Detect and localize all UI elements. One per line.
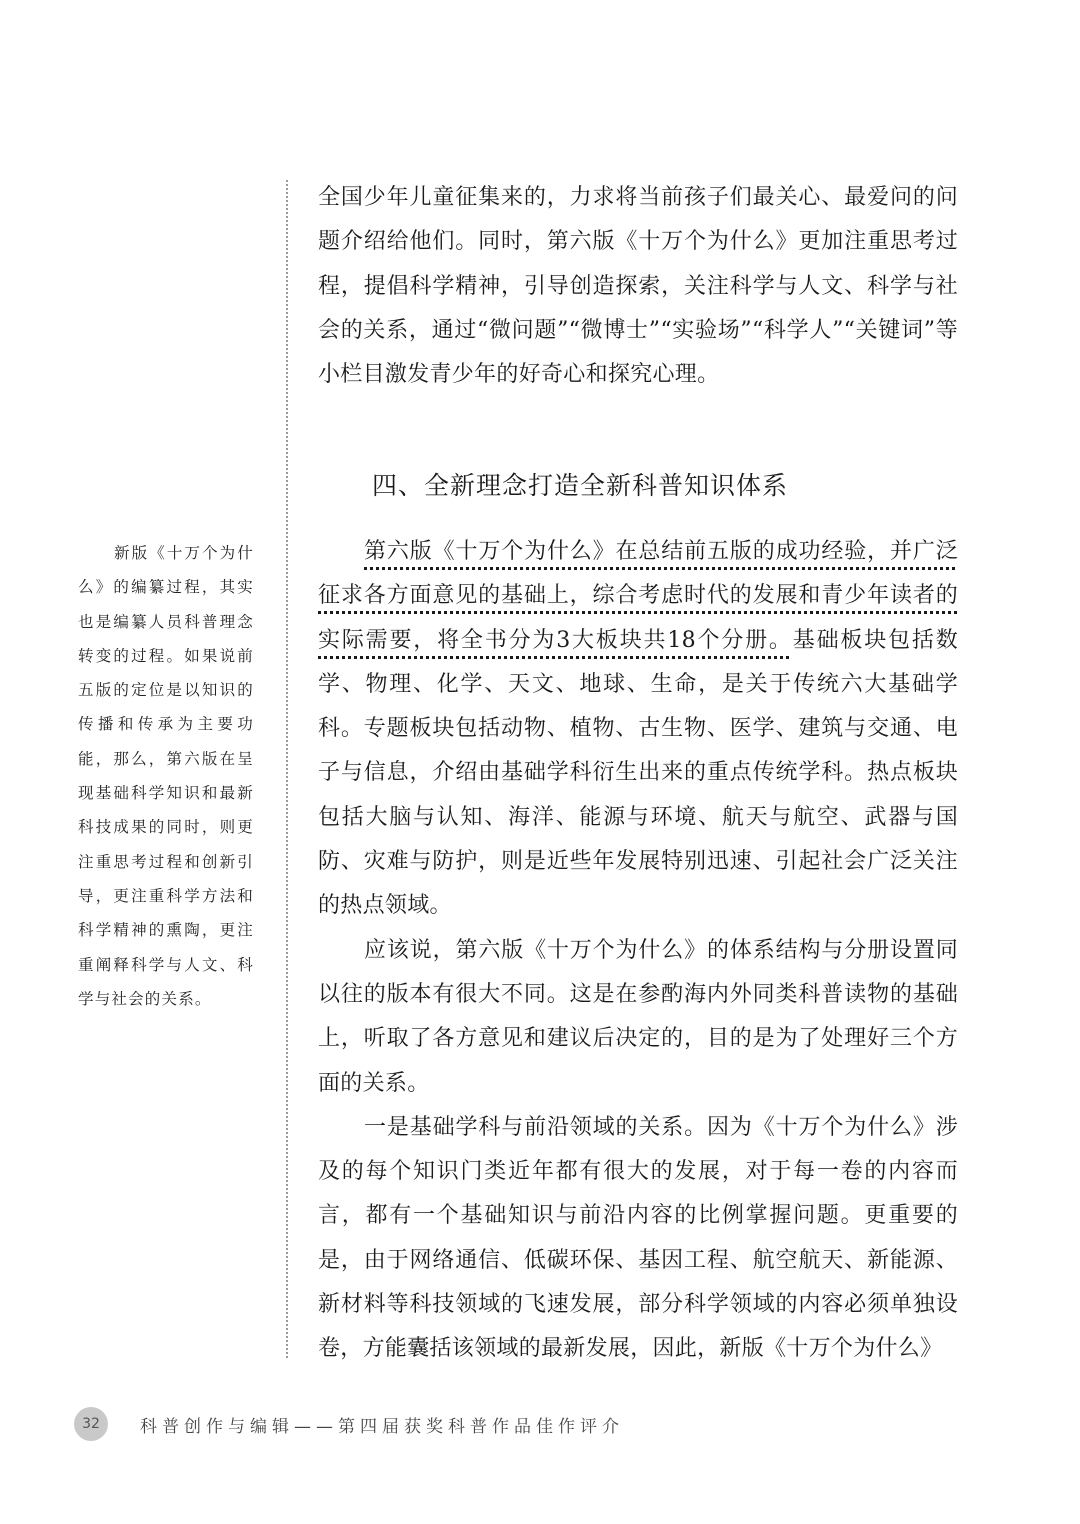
- paragraph: 一是基础学科与前沿领域的关系。因为《十万个为什么》涉及的每个知识门类近年都有很大的发展，对于每一卷的内容而言，都有一个基础知识与前沿内容的比例掌握问题。更重要的是，由于网络通信、低碳环保、基因工程、航空航天、新能源、新材料等科技领域的飞速发展，部分科学领域的内容必须单独设卷，方能囊括该领域的最新发展，因此，新版《十万个为什么》: [318, 1114, 958, 1362]
- paragraph-text: 基础板块包括数学、物理、化学、天文、地球、生命，是关于传统六大基础学科。专题板块包括动物、植物、古生物、医学、建筑与交通、电子与信息，介绍由基础学科衍生出来的重点传统学科。热点板块包括大脑与认知、海洋、能源与环境、航天与航空、武器与国防、灾难与防护，则是近些年发展特别迅速、引起社会广泛关注的热点领域。: [318, 627, 958, 919]
- paragraph: [318, 530, 958, 929]
- page-number-badge: 32: [74, 1407, 108, 1441]
- paragraph: 应该说，第六版《十万个为什么》的体系结构与分册设置同以往的版本有很大不同。这是在参酌海内外同类科普读物的基础上，听取了各方意见和建议后决定的，目的是为了处理好三个方面的关系。: [318, 937, 958, 1096]
- body-text-section: [318, 530, 958, 1372]
- margin-dotted-rule: [286, 180, 288, 1358]
- section-heading: 四、全新理念打造全新科普知识体系: [372, 471, 789, 500]
- body-text-top: [318, 176, 958, 397]
- sidebar-note: 新版《十万个为什么》的编纂过程，其实也是编纂人员科普理念转变的过程。如果说前五版的定位是以知识的传播和传承为主要功能，那么，第六版在呈现基础科学知识和最新科技成果的同时，则更注重思考过程和创新引导，更注重科学方法和科学精神的熏陶，更注重阐释科学与人文、科学与社会的关系。: [78, 544, 254, 1008]
- emphasized-text: 第六版《十万个为什么》在总结前五版的成功经验，并广泛征求各方面意见的基础上，综合考虑时代的发展和青少年读者的实际需要，将全书分为3大板块共18个分册。: [318, 539, 958, 653]
- running-title: 科普创作与编辑——第四届获奖科普作品佳作评介: [140, 1416, 624, 1437]
- paragraph: 全国少年儿童征集来的，力求将当前孩子们最关心、最爱问的问题介绍给他们。同时，第六版《十万个为什么》更加注重思考过程，提倡科学精神，引导创造探索，关注科学与人文、科学与社会的关系，通过“微问题”“微博士”“实验场”“科学人”“关键词”等小栏目激发青少年的好奇心和探究心理。: [318, 185, 958, 388]
- page-footer: [74, 1405, 774, 1443]
